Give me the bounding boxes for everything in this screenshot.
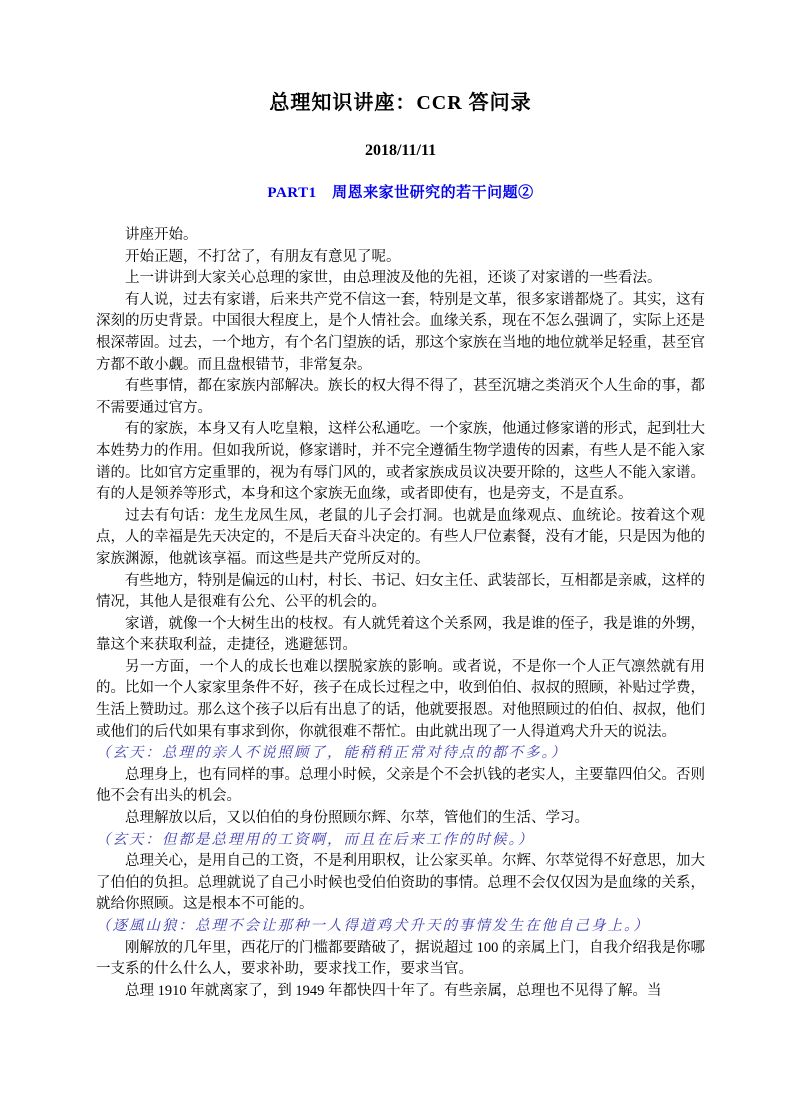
paragraph: 讲座开始。: [125, 227, 198, 243]
paragraph: 总理关心，是用自己的工资，不是利用职权，让公家买单。尔辉、尔萃觉得不好意思，加大了伯伯的负担。总理就说了自己小时候也受伯伯资助的事情。总理不会仅仅因为是血缘的关系，就给你照顾。这是根本不可能的。: [96, 853, 705, 913]
document-title: 总理知识讲座：CCR 答问录: [269, 92, 532, 114]
paragraph: 有些地方，特别是偏远的山村，村长、书记、妇女主任、武装部长，互相都是亲戚，这样的情况，其他人是很难有公允、公平的机会的。: [96, 572, 705, 611]
paragraph: 上一讲讲到大家关心总理的家世，由总理波及他的先祖，还谈了对家谱的一些看法。: [125, 270, 662, 287]
paragraph: 家谱，就像一个大树生出的枝杈。有人就凭着这个关系网，我是谁的侄子，我是谁的外甥，靠这个来获取利益，走捷径，逃避惩罚。: [96, 615, 705, 654]
reader-comment: （玄天：总理的亲人不说照顾了，能稍稍正常对待点的都不多。）: [96, 745, 568, 762]
paragraph: 有的家族，本身又有人吃皇粮，这样公私通吃。一个家族，他通过修家谱的形式，起到壮大本姓势力的作用。但如我所说，修家谱时，并不完全遵循生物学遗传的因素，有些人是不能入家谱的。比如官方定重罪的，视为有辱门风的，或者家族成员议决要开除的，这些人不能入家谱。有的人是领养等形式，本身和这个家族无血缘，或者即使有，也是旁支，不是直系。: [96, 421, 705, 503]
paragraph: 开始正题，不打岔了，有朋友有意见了呢。: [125, 248, 401, 265]
paragraph: 总理身上，也有同样的事。总理小时候，父亲是个不会扒钱的老实人，主要靠四伯父。否则他不会有出头的机会。: [96, 766, 705, 805]
paragraph: 刚解放的几年里，西花厅的门槛都要踏破了，据说超过 100 的亲属上门，自我介绍我是你哪一支系的什么什么人，要求补助，要求找工作，要求当官。: [96, 939, 705, 978]
reader-comment: （逐風山狼：总理不会让那种一人得道鸡犬升天的事情发生在他自己身上。）: [96, 918, 650, 934]
paragraph: 有些事情，都在家族内部解决。族长的权大得不得了，甚至沉塘之类消灭个人生命的事，都不需要通过官方。: [96, 378, 705, 416]
document-date: 2018/11/11: [364, 142, 437, 159]
reader-comment: （玄天：但都是总理用的工资啊，而且在后来工作的时候。）: [96, 831, 535, 848]
paragraph: 过去有句话：龙生龙凤生凤，老鼠的儿子会打洞。也就是血缘观点、血统论。按着这个观点，人的幸福是先天决定的，不是后天奋斗决定的。有些人尸位素餐，没有才能，只是因为他的家族渊源，他就该享福。而这些是共产党所反对的。: [96, 507, 705, 567]
section-heading: PART1 周恩来家世研究的若干问题②: [267, 185, 534, 201]
paragraph: 总理解放以后，又以伯伯的身份照顾尔辉、尔萃，管他们的生活、学习。: [125, 810, 589, 827]
document-body: [96, 225, 705, 1002]
paragraph: 总理 1910 年就离家了，到 1949 年都快四十年了。有些亲属，总理也不见得了解。当: [125, 982, 662, 999]
paragraph: 另一方面，一个人的成长也难以摆脱家族的影响。或者说，不是你一个人正气凛然就有用的。比如一个人家家里条件不好，孩子在成长过程之中，收到伯伯、叔叔的照顾，补贴过学费，生活上赞助过。那么这个孩子以后有出息了的话，他就要报恩。对他照顾过的伯伯、叔叔，他们或他们的后代如果有事求到你，你就很难不帮忙。由此就出现了一人得道鸡犬升天的说法。: [96, 658, 705, 740]
paragraph: 有人说，过去有家谱，后来共产党不信这一套，特别是文革，很多家谱都烧了。其实，这有深刻的历史背景。中国很大程度上，是个人情社会。血缘关系，现在不怎么强调了，实际上还是根深蒂固。过去，一个地方，有个名门望族的话，那这个家族在当地的地位就举足轻重，甚至官方都不敢小觑。而且盘根错节，非常复杂。: [96, 291, 705, 373]
